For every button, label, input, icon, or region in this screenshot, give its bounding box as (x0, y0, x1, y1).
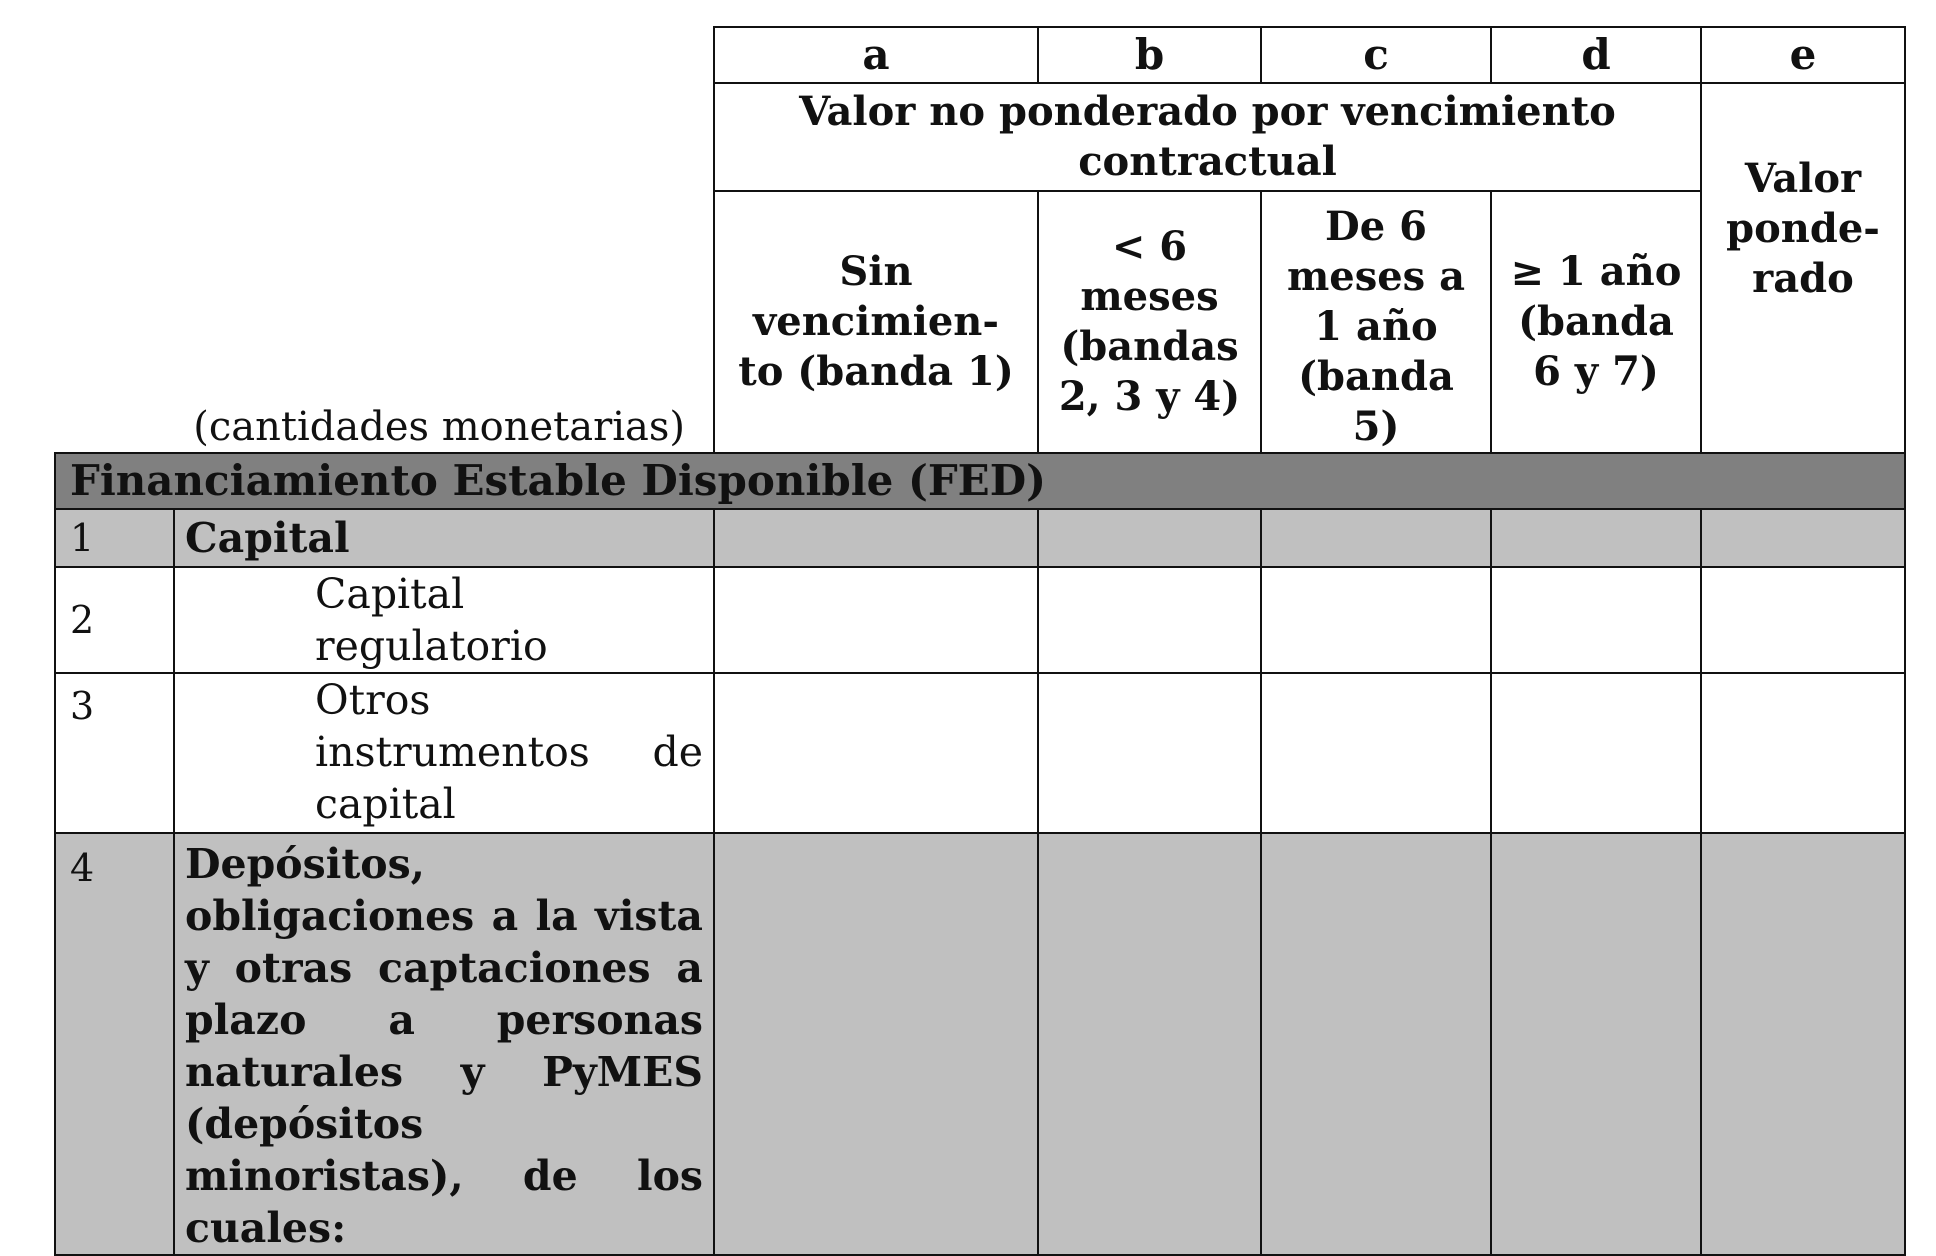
cell-b (1038, 833, 1261, 1255)
table-row (55, 567, 1905, 673)
row-label: Capital regulatorio (174, 567, 714, 673)
weighted-value-header: Valor ponde- rado (1701, 83, 1905, 453)
cell-c (1261, 833, 1491, 1255)
col-letter-b: b (1038, 27, 1261, 83)
header-no-maturity: Sin vencimien- to (banda 1) (714, 191, 1038, 453)
cell-d (1491, 567, 1701, 673)
row-number: 2 (55, 567, 174, 673)
cell-e (1701, 567, 1905, 673)
col-letter-d: d (1491, 27, 1701, 83)
cell-d (1491, 833, 1701, 1255)
header-ge-1-year: ≥ 1 año (banda 6 y 7) (1491, 191, 1701, 453)
section-title: Financiamiento Estable Disponible (FED) (55, 453, 1905, 509)
col-letter-c: c (1261, 27, 1491, 83)
cell-e (1701, 673, 1905, 833)
header-lt-6-months: < 6 meses (bandas 2, 3 y 4) (1038, 191, 1261, 453)
row-number: 3 (55, 673, 174, 833)
row-number: 4 (55, 833, 174, 1255)
table-row (55, 833, 1905, 1255)
row-label: Otros instrumentos de capital (174, 673, 714, 833)
cell-d (1491, 673, 1701, 833)
cell-e (1701, 509, 1905, 567)
cell-b (1038, 673, 1261, 833)
table-row (55, 673, 1905, 833)
row-label: Capital (174, 509, 714, 567)
unweighted-group-header: Valor no ponderado por vencimiento contractual (714, 83, 1701, 191)
col-letter-a: a (714, 27, 1038, 83)
cell-b (1038, 509, 1261, 567)
row-number: 1 (55, 509, 174, 567)
cell-e (1701, 833, 1905, 1255)
units-cell (55, 27, 714, 453)
cell-d (1491, 509, 1701, 567)
cell-a (714, 833, 1038, 1255)
cell-a (714, 567, 1038, 673)
cell-b (1038, 567, 1261, 673)
table-row (55, 509, 1905, 567)
row-label: Depósitos, obligaciones a la vista y otras captaciones a plazo a personas naturales y PyMES (depósitos minoristas), de los cuales: (174, 833, 714, 1255)
cell-c (1261, 673, 1491, 833)
col-letter-e: e (1701, 27, 1905, 83)
units-label: (cantidades monetarias) (193, 404, 685, 450)
header-6-months-1-year: De 6 meses a 1 año (banda 5) (1261, 191, 1491, 453)
cell-c (1261, 509, 1491, 567)
cell-a (714, 509, 1038, 567)
cell-c (1261, 567, 1491, 673)
nsfr-table (54, 26, 1906, 1256)
cell-a (714, 673, 1038, 833)
